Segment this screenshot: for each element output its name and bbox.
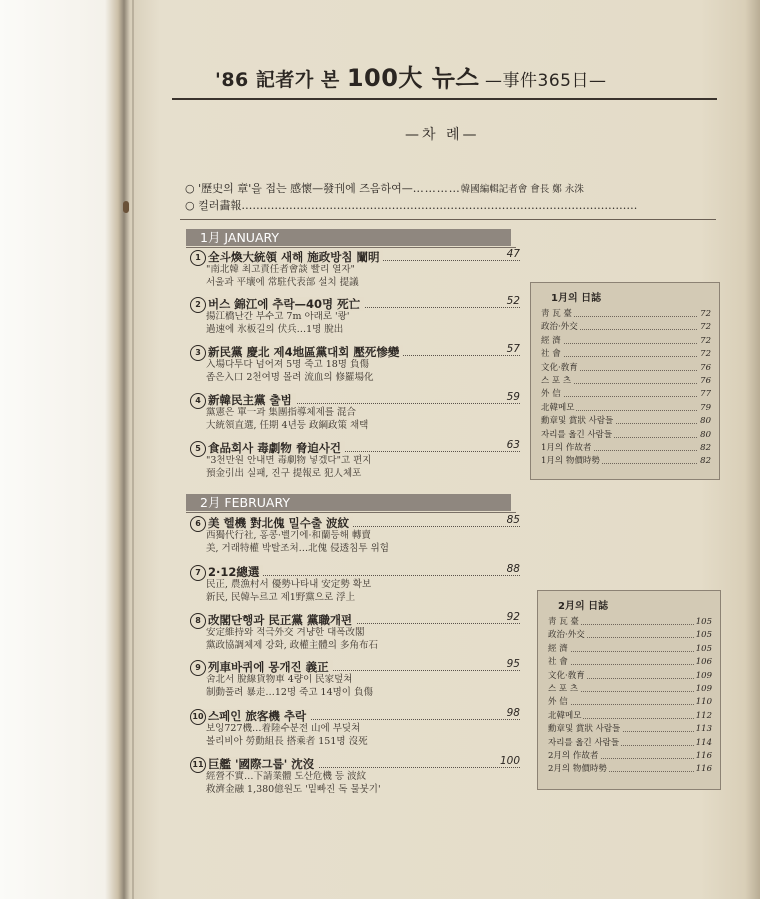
entry-subline: 揚江橋난간 부수고 7m 아래로 '쾅' bbox=[206, 311, 350, 322]
month-label: 1月 JANUARY bbox=[200, 230, 280, 245]
entry-subline: 安定維持와 적극外交 겨냥한 대폭改閣 bbox=[206, 627, 365, 638]
entry-title: 2·12總選 bbox=[208, 565, 260, 579]
diary-row-page: 82 bbox=[698, 455, 711, 468]
entry-subline: 좁은入口 2천여명 몰려 流血의 修羅場化 bbox=[206, 371, 374, 383]
diary-row[interactable] bbox=[538, 616, 720, 629]
diary-row-label: 靑 瓦 臺 bbox=[548, 617, 579, 627]
toc-entry[interactable] bbox=[190, 515, 520, 555]
entry-number: 4 bbox=[190, 393, 206, 409]
month-underline bbox=[186, 247, 516, 248]
diary-row-page: 112 bbox=[694, 710, 712, 723]
diary-row-page: 105 bbox=[694, 643, 712, 656]
diary-box-january bbox=[530, 282, 720, 480]
toc-entry[interactable] bbox=[190, 564, 520, 604]
entry-number: 3 bbox=[190, 345, 206, 361]
entry-subline: 보잉727機…着陸수분전 山에 부딪쳐 bbox=[206, 723, 361, 734]
diary-row-label: 經 濟 bbox=[548, 643, 568, 654]
toc-entry[interactable] bbox=[190, 612, 520, 652]
toc-entry[interactable] bbox=[190, 249, 520, 289]
entry-page: 95 bbox=[504, 658, 520, 670]
diary-row-label: 北韓메모 bbox=[548, 710, 582, 721]
diary-row[interactable] bbox=[538, 656, 720, 669]
title-prefix: '86 記者가 본 bbox=[215, 69, 347, 91]
page-title bbox=[215, 58, 607, 93]
entry-page: 85 bbox=[504, 514, 520, 526]
month-header-january bbox=[186, 229, 511, 246]
entry-number: 6 bbox=[190, 516, 206, 532]
diary-row-page: 80 bbox=[698, 415, 711, 428]
entry-subline: 新民, 民韓누르고 제1野黨으로 浮上 bbox=[206, 591, 356, 603]
diary-box-heading: 2月의 日誌 bbox=[558, 601, 609, 612]
diary-row[interactable] bbox=[531, 308, 719, 321]
diary-row-label: 外 信 bbox=[548, 697, 568, 708]
toc-entry[interactable] bbox=[190, 659, 520, 699]
entry-title: 列車바퀴에 몽개진 義正 bbox=[208, 660, 329, 674]
entry-title: 스페인 旅客機 추락 bbox=[208, 709, 307, 723]
entry-subline: 黨政協調체제 강화, 政權主體의 多角布石 bbox=[206, 639, 378, 651]
entry-page: 63 bbox=[504, 439, 520, 451]
diary-row-label: 2月의 物價時勢 bbox=[548, 764, 607, 775]
diary-row-page: 105 bbox=[694, 629, 712, 642]
diary-row[interactable] bbox=[531, 321, 719, 334]
diary-row-page: 116 bbox=[694, 763, 712, 776]
toc-entry[interactable] bbox=[190, 296, 520, 336]
diary-row[interactable] bbox=[538, 763, 720, 776]
entry-title: 新韓民主黨 출범 bbox=[208, 393, 292, 407]
diary-row[interactable] bbox=[531, 429, 719, 442]
entry-title: 美 헬機 對北傀 밀수출 波紋 bbox=[208, 516, 349, 530]
diary-row-label: 1月의 物價時勢 bbox=[541, 456, 600, 467]
intro-author: 韓國編輯記者會 會長 鄭 永洙 bbox=[460, 184, 584, 195]
diary-row[interactable] bbox=[538, 737, 720, 750]
diary-row[interactable] bbox=[538, 643, 720, 656]
diary-row-label: 社 會 bbox=[548, 657, 568, 668]
diary-box-february bbox=[537, 590, 721, 790]
entry-subline: "南北韓 최고責任者會談 빨리 열자" bbox=[206, 264, 355, 275]
diary-row-page: 72 bbox=[698, 335, 711, 348]
entry-page: 98 bbox=[504, 707, 520, 719]
diary-row[interactable] bbox=[531, 348, 719, 361]
diary-row-page: 116 bbox=[694, 750, 712, 763]
entry-subline: 制動풀려 暴走…12명 죽고 14명이 負傷 bbox=[206, 686, 373, 698]
title-main: 100大 뉴스 bbox=[346, 64, 480, 92]
month-header-february bbox=[186, 494, 511, 511]
entry-number: 8 bbox=[190, 613, 206, 629]
entry-number: 7 bbox=[190, 565, 206, 581]
diary-row-label: 靑 瓦 臺 bbox=[541, 309, 572, 319]
entry-page: 92 bbox=[504, 611, 520, 623]
diary-row[interactable] bbox=[538, 750, 720, 763]
entry-page: 100 bbox=[497, 755, 520, 767]
entry-title: 改閣단행과 民正黨 黨職개편 bbox=[208, 613, 353, 627]
entry-subline: 서울과 平壤에 常駐代表部 설치 提議 bbox=[206, 276, 359, 288]
diary-row-label: 1月의 作故者 bbox=[541, 442, 592, 453]
binding-edge bbox=[132, 0, 134, 899]
title-subtitle: —事件365日— bbox=[479, 71, 607, 91]
diary-row[interactable] bbox=[538, 670, 720, 683]
entry-subline: 舍北서 脫線貨物車 4량이 民家덮쳐 bbox=[206, 674, 353, 685]
diary-row[interactable] bbox=[538, 710, 720, 723]
diary-row[interactable] bbox=[531, 362, 719, 375]
entry-page: 59 bbox=[504, 391, 520, 403]
entry-subline: 黨憲은 單一과 集團指導체제를 混合 bbox=[206, 407, 356, 418]
entry-title: 巨艦 '國際그룹' 沈沒 bbox=[208, 757, 315, 771]
diary-row[interactable] bbox=[538, 629, 720, 642]
diary-row[interactable] bbox=[538, 696, 720, 709]
entry-title: 食品회사 毒劇物 脅迫사건 bbox=[208, 441, 341, 455]
diary-row[interactable] bbox=[531, 442, 719, 455]
diary-row-label: 政治·外交 bbox=[548, 630, 585, 641]
entry-page: 47 bbox=[504, 248, 520, 260]
diary-row-label: 勳章및 賞狀 사람들 bbox=[541, 416, 614, 427]
diary-row-label: 外 信 bbox=[541, 389, 561, 400]
entry-number: 11 bbox=[190, 757, 206, 773]
intro-dots: ……………………………………………………………………………………………… bbox=[241, 199, 638, 212]
diary-row-page: 76 bbox=[698, 362, 711, 375]
diary-box-heading: 1月의 日誌 bbox=[551, 293, 602, 304]
diary-row-page: 106 bbox=[694, 656, 712, 669]
entry-subline: 入場다투다 넘어져 5명 죽고 18명 負傷 bbox=[206, 359, 370, 370]
entry-number: 1 bbox=[190, 250, 206, 266]
diary-row-label: 2月의 作故者 bbox=[548, 750, 599, 761]
entry-number: 10 bbox=[190, 709, 206, 725]
entry-title: 버스 錦江에 추락—40명 死亡 bbox=[208, 297, 361, 311]
diary-row-page: 80 bbox=[698, 429, 711, 442]
entry-subline: 民正, 農漁村서 優勢나타내 安定勢 확보 bbox=[206, 579, 372, 590]
intro-line-color-pictorial[interactable] bbox=[185, 197, 637, 213]
entry-subline: 볼리비아 勞動組長 搭乘者 151명 沒死 bbox=[206, 735, 368, 747]
diary-row-page: 72 bbox=[698, 308, 711, 321]
diary-row-page: 82 bbox=[698, 442, 711, 455]
diary-row-page: 72 bbox=[698, 348, 711, 361]
title-rule bbox=[172, 98, 717, 100]
diary-row-label: 勳章및 賞狀 사람들 bbox=[548, 724, 621, 735]
diary-row[interactable] bbox=[531, 375, 719, 388]
entry-number: 5 bbox=[190, 441, 206, 457]
diary-row-label: 政治·外交 bbox=[541, 322, 578, 333]
diary-row[interactable] bbox=[531, 455, 719, 468]
entry-subline: "3천만원 안내면 毒劇物 넣겠다"고 편지 bbox=[206, 455, 372, 466]
diary-row[interactable] bbox=[538, 723, 720, 736]
toc-entry[interactable] bbox=[190, 440, 520, 480]
diary-row-page: 109 bbox=[694, 670, 712, 683]
diary-row-page: 110 bbox=[694, 696, 712, 709]
diary-row[interactable] bbox=[538, 683, 720, 696]
entry-subline: 過速에 氷板길의 伏兵…1명 脫出 bbox=[206, 323, 344, 335]
entry-subline: 大統領直選, 任期 4년등 政綱政策 채택 bbox=[206, 419, 369, 431]
diary-row-page: 113 bbox=[694, 723, 712, 736]
diary-row-label: 文化·敎育 bbox=[548, 670, 585, 681]
diary-row-page: 79 bbox=[698, 402, 711, 415]
entry-subline: 美, 거래特權 박탈조처…北傀 侵透침투 위험 bbox=[206, 542, 389, 554]
diary-row[interactable] bbox=[531, 415, 719, 428]
diary-row-page: 114 bbox=[694, 737, 712, 750]
entry-title: 全斗煥大統領 새해 施政방침 闡明 bbox=[208, 250, 380, 264]
diary-row-label: 스 포 츠 bbox=[548, 683, 579, 694]
entry-subline: 西獨代行社, 홍콩·벨기에·和蘭등해 轉賣 bbox=[206, 530, 371, 541]
toc-entry[interactable] bbox=[190, 392, 520, 432]
diary-row-page: 76 bbox=[698, 375, 711, 388]
entry-number: 9 bbox=[190, 660, 206, 676]
intro-text: ○ '歷史의 章'을 접는 感懷—發刊에 즈음하여— bbox=[185, 182, 413, 195]
intro-text: ○ 컬러畵報 bbox=[185, 199, 242, 212]
diary-row-label: 자리를 옮긴 사람들 bbox=[548, 737, 620, 748]
diary-row-label: 스 포 츠 bbox=[541, 375, 572, 386]
diary-row-label: 經 濟 bbox=[541, 335, 561, 346]
intro-dots: ………… bbox=[412, 182, 461, 195]
toc-heading: —차 례— bbox=[405, 127, 480, 143]
entry-page: 52 bbox=[504, 295, 520, 307]
entry-number: 2 bbox=[190, 297, 206, 313]
entry-page: 57 bbox=[504, 343, 520, 355]
entry-subline: 經營不實…下請業體 도산危機 등 波紋 bbox=[206, 771, 367, 782]
month-underline bbox=[186, 512, 516, 513]
entry-title: 新民黨 慶北 제4地區黨대회 壓死惨變 bbox=[208, 345, 400, 359]
diary-row-label: 文化·敎育 bbox=[541, 362, 578, 373]
diary-row-page: 105 bbox=[694, 616, 712, 629]
intro-rule bbox=[180, 219, 716, 220]
entry-subline: 預金引出 실패, 진구 提報로 犯人체포 bbox=[206, 467, 362, 479]
toc-entry[interactable] bbox=[190, 756, 520, 796]
toc-entry[interactable] bbox=[190, 708, 520, 748]
diary-row-page: 109 bbox=[694, 683, 712, 696]
diary-row[interactable] bbox=[531, 335, 719, 348]
diary-row-label: 자리를 옮긴 사람들 bbox=[541, 429, 613, 440]
entry-subline: 救濟金融 1,380億원도 '밑빠진 독 물붓기' bbox=[206, 783, 381, 795]
ink-speck bbox=[123, 201, 129, 213]
diary-row[interactable] bbox=[531, 402, 719, 415]
diary-row-label: 社 會 bbox=[541, 349, 561, 360]
intro-line-preface[interactable] bbox=[185, 180, 584, 196]
month-label: 2月 FEBRUARY bbox=[200, 495, 290, 510]
diary-row-page: 77 bbox=[698, 388, 711, 401]
diary-row-page: 72 bbox=[698, 321, 711, 334]
toc-entry[interactable] bbox=[190, 344, 520, 384]
diary-row-label: 北韓메모 bbox=[541, 402, 575, 413]
entry-page: 88 bbox=[504, 563, 520, 575]
diary-row[interactable] bbox=[531, 388, 719, 401]
